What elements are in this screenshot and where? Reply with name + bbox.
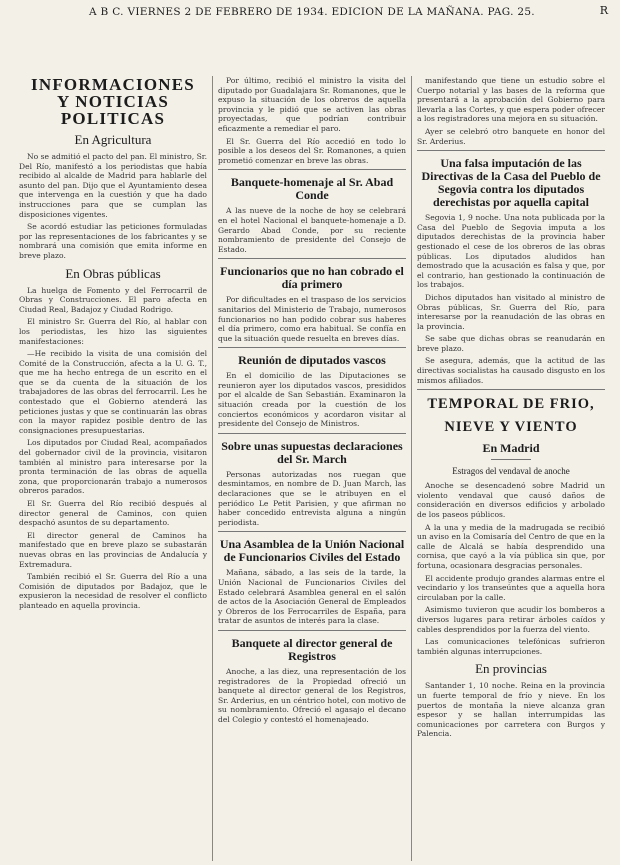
divider	[417, 389, 605, 390]
divider	[218, 630, 406, 631]
column-3	[411, 76, 610, 861]
headline-asamblea-funcionarios: Una Asamblea de la Unión Nacional de Funcionarios Civiles del Estado	[219, 537, 405, 565]
divider	[417, 150, 605, 151]
headline-casa-del-pueblo-segovia: Una falsa imputación de las Directivas de la Casa del Pueblo de Segovia contra los diputados derechistas por aquella capital	[421, 156, 601, 210]
temporal-title-line-1: TEMPORAL DE FRIO,	[427, 396, 595, 413]
headline-sr-march: Sobre unas supuestas declaraciones del Sr. March	[221, 438, 403, 466]
paragraph: A las nueve de la noche de hoy se celebrará en el hotel Nacional el banquete-homenaje a D. Gerardo Abad Conde, por su reciente nombramiento de presidente del Consejo de Estado.	[218, 206, 406, 254]
paragraph: El ministro Sr. Guerra del Río, al hablar con los periodistas, les hizo las siguientes manifestaciones:	[19, 317, 207, 346]
page-mark: R	[599, 4, 608, 17]
running-head: A B C. VIERNES 2 DE FEBRERO DE 1934. EDICION DE LA MAÑANA. PAG. 25.	[89, 6, 535, 18]
headline-banquete-abad-conde: Banquete-homenaje al Sr. Abad Conde	[230, 175, 394, 203]
divider	[218, 169, 406, 170]
headline-banquete-registros: Banquete al director general de Registros	[231, 635, 393, 663]
paragraph: Dichos diputados han visitado al ministro de Obras públicas, Sr. Guerra del Río, para interesarse por la reanudación de las obras en la provincia.	[417, 292, 605, 331]
subheading-en-provincias: En provincias	[475, 661, 547, 677]
paragraph: También recibió el Sr. Guerra del Río a una Comisión de diputados por Badajoz, que le expusieron la necesidad de resolver el conflicto planteado en aquella provincia.	[19, 572, 207, 610]
column-1	[14, 76, 212, 861]
subheading-en-madrid: En Madrid	[482, 441, 540, 456]
paragraph: A la una y media de la madrugada se recibió un aviso en la Comisaría del Centro de que en la calle de Alcalá se había desprendido una cornisa, que cayó a la vía pública sin que, por fortuna, ocasionara desgracias personales.	[417, 522, 605, 570]
paragraph: Las comunicaciones telefónicas sufrieron también algunas interrupciones.	[417, 637, 605, 656]
paragraph: Segovia 1, 9 noche. Una nota publicada por la Casa del Pueblo de Segovia imputa a los diputados derechistas de la provincia haber gestionado el cese de los obreros de las obras públicas. Los diputados aludidos han demostrado que la acusación es falsa y que, por el contrario, han gestionado la continuación de los trabajos.	[417, 213, 605, 290]
temporal-title-line-2: NIEVE Y VIENTO	[444, 419, 578, 436]
paragraph: El Sr. Guerra del Río recibió después al director general de Caminos, con quien despachó asuntos de su departamento.	[19, 499, 207, 528]
paragraph: Los diputados por Ciudad Real, acompañados del gobernador civil de la provincia, visitaron también al ministro para interesarse por la pronta terminación de las obras de aquella zona, que proporcionarán trabajo a numerosos obreros parados.	[19, 438, 207, 496]
paragraph: Ayer se celebró otro banquete en honor del Sr. Arderius.	[417, 126, 605, 146]
paragraph: Por dificultades en el traspaso de los servicios sanitarios del Ministerio de Trabajo, numerosos funcionarios no han podido cobrar sus haberes el día primero, como era habitual. Se confía en que la situación quede resuelta en breves días.	[218, 295, 406, 343]
section-title-line-1: INFORMACIONES	[31, 76, 195, 94]
paragraph: Santander 1, 10 noche. Reina en la provincia un fuerte temporal de frío y nieve. En los puertos de montaña la nieve alcanza gran espesor y se hallan interrumpidas las comunicaciones por carretera con Burgos y Palencia.	[417, 681, 605, 739]
section-title-line-2: Y NOTICIAS POLITICAS	[57, 92, 169, 128]
columns	[14, 76, 610, 861]
paragraph: No se admitió el pacto del pan. El ministro, Sr. Del Río, manifestó a los periodistas que había recibido al alcalde de Madrid para hablarle del asunto del pan. Dijo que el Ayuntamiento desea que intervenga en la cuestión y que ha dado instrucciones para que se cumplan las disposiciones vigentes.	[19, 152, 207, 219]
paragraph: Se asegura, además, que la actitud de las directivas socialistas ha causado disgusto en los mismos afiliados.	[417, 356, 605, 385]
divider	[218, 347, 406, 348]
paragraph: Anoche, a las diez, una representación de los registradores de la Propiedad ofreció un banquete al director general de los Registros, Sr. Arderius, en un céntrico hotel, con motivo de su nombramiento. Ofreció el agasajo el decano del Colegio y contestó el homenajeado.	[218, 666, 406, 724]
paragraph: En el domicilio de las Diputaciones se reunieron ayer los diputados vascos, presididos por el alcalde de San Sebastián. Examinaron la situación creada por la cuestión de los conciertos económicos y acordaron visitar al presidente del Consejo de Ministros.	[218, 371, 406, 429]
paragraph: El Sr. Guerra del Río accedió en todo lo posible a los deseos del Sr. Romanones, a quien prometió comenzar en breve las obras.	[218, 136, 406, 165]
subheading-agricultura: En Agricultura	[74, 132, 152, 147]
subheading-obras-publicas: En Obras públicas	[65, 265, 161, 281]
divider	[218, 258, 406, 259]
headline-diputados-vascos: Reunión de diputados vascos	[238, 353, 386, 368]
headline-funcionarios: Funcionarios que no han cobrado el día primero	[220, 264, 404, 292]
paragraph: El director general de Caminos ha manifestado que en breve plazo se subastarán nuevas obras en las provincias de Andalucía y Extremadura.	[19, 530, 207, 569]
paragraph: La huelga de Fomento y del Ferrocarril de Obras y Construcciones. El paro afecta en Ciudad Real, Badajoz y Ciudad Rodrigo.	[19, 285, 207, 314]
divider	[218, 433, 406, 434]
paragraph: manifestando que tiene un estudio sobre el Cuerpo notarial y las bases de la reforma que presentará a la aprobación del Gobierno para llevarla a las Cortes, y que espera poder ofrecer a los registradores una mejora en su situación.	[417, 76, 605, 124]
subheading-estragos: Estragos del vendaval de anoche	[452, 466, 570, 477]
paragraph: Anoche se desencadenó sobre Madrid un violento vendaval que causó daños de consideración en diversos edificios y arbolado de los paseos públicos.	[417, 481, 605, 520]
divider	[491, 459, 531, 460]
paragraph: Se sabe que dichas obras se reanudarán en breve plazo.	[417, 334, 605, 353]
paragraph: Se acordó estudiar las peticiones formuladas por las representaciones de los fabricantes y se nombrará una comisión que emita informe en breve plazo.	[19, 222, 207, 260]
column-2	[212, 76, 411, 861]
paragraph: —He recibido la visita de una comisión del Comité de la Construcción, afecta a la U. G. T., que me ha hecho entrega de un escrito en el que se da cuenta de la situación de los trabajadores de las obras del ferrocarril. Les he contestado que el Gobierno atenderá las peticiones justas y que se continuarán las obras con la mayor rapidez posible dentro de las consignaciones presupuestarias.	[19, 349, 207, 435]
paragraph: Por último, recibió el ministro la visita del diputado por Guadalajara Sr. Romanones, que le expuso la situación de los obreros de aquella provincia y le pidió que se activen las obras proyectadas, que podrían contribuir eficazmente a remediar el paro.	[218, 76, 406, 133]
paragraph: Personas autorizadas nos ruegan que desmintamos, en nombre de D. Juan March, las declaraciones que se le atribuyen en el periódico Le Petit Parisien, y que afirman no haber concedido entrevista alguna a ningún periodista.	[218, 469, 406, 527]
paragraph: Mañana, sábado, a las seis de la tarde, la Unión Nacional de Funcionarios Civiles del Estado celebrará Asamblea general en el salón de actos de la Asociación General de Empleados y Obreros de los Ferrocarriles de España, para tratar de asuntos de interés para la clase.	[218, 568, 406, 626]
paragraph: El accidente produjo grandes alarmas entre el vecindario y los transeúntes que a aquella hora circulaban por la calle.	[417, 573, 605, 602]
paragraph: Asimismo tuvieron que acudir los bomberos a diversos lugares para retirar árboles caídos y cables desprendidos por la fuerza del viento.	[417, 605, 605, 634]
divider	[218, 531, 406, 532]
